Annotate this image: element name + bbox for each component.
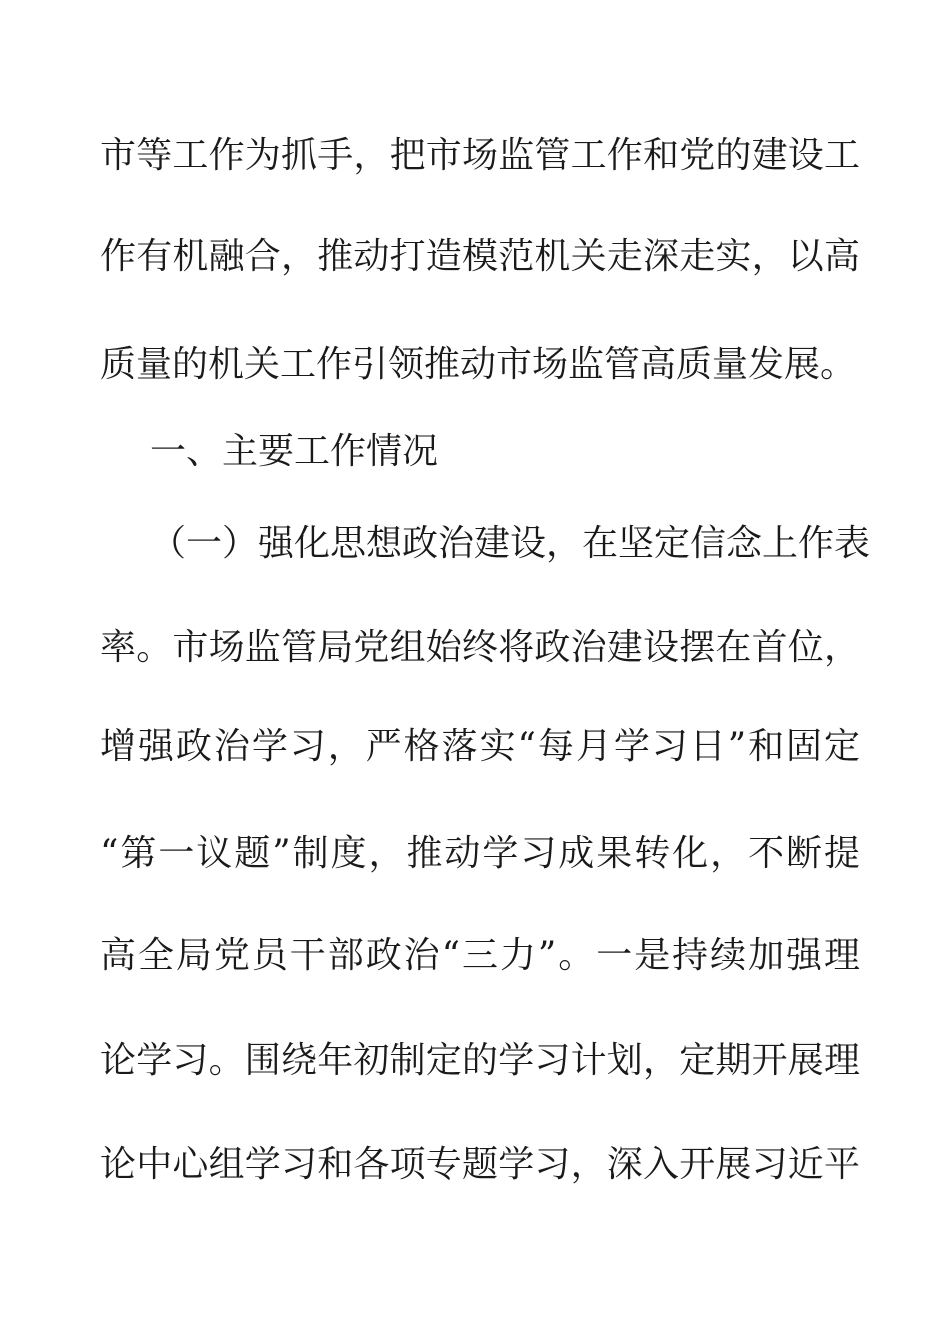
paragraph-line: 论中心组学习和各项专题学习，深入开展习近平 (100, 1144, 860, 1185)
paragraph-line: 率。市场监管局党组始终将政治建设摆在首位， (100, 627, 860, 668)
paragraph-line: 增强政治学习，严格落实“每月学习日”和固定 (100, 726, 860, 767)
paragraph-line: 论学习。围绕年初制定的学习计划，定期开展理 (100, 1040, 860, 1081)
paragraph-line: 作有机融合，推动打造模范机关走深走实，以高 (100, 236, 860, 277)
paragraph-line: 市等工作为抓手，把市场监管工作和党的建设工 (100, 135, 860, 176)
section-heading: 一、主要工作情况 (150, 431, 439, 472)
paragraph-line: 高全局党员干部政治“三力”。一是持续加强理 (100, 935, 860, 976)
paragraph-line: “第一议题”制度，推动学习成果转化，不断提 (100, 833, 860, 874)
paragraph-line: 质量的机关工作引领推动市场监管高质量发展。 (100, 344, 857, 385)
subsection-heading-line: （一）强化思想政治建设，在坚定信念上作表 (150, 523, 871, 564)
